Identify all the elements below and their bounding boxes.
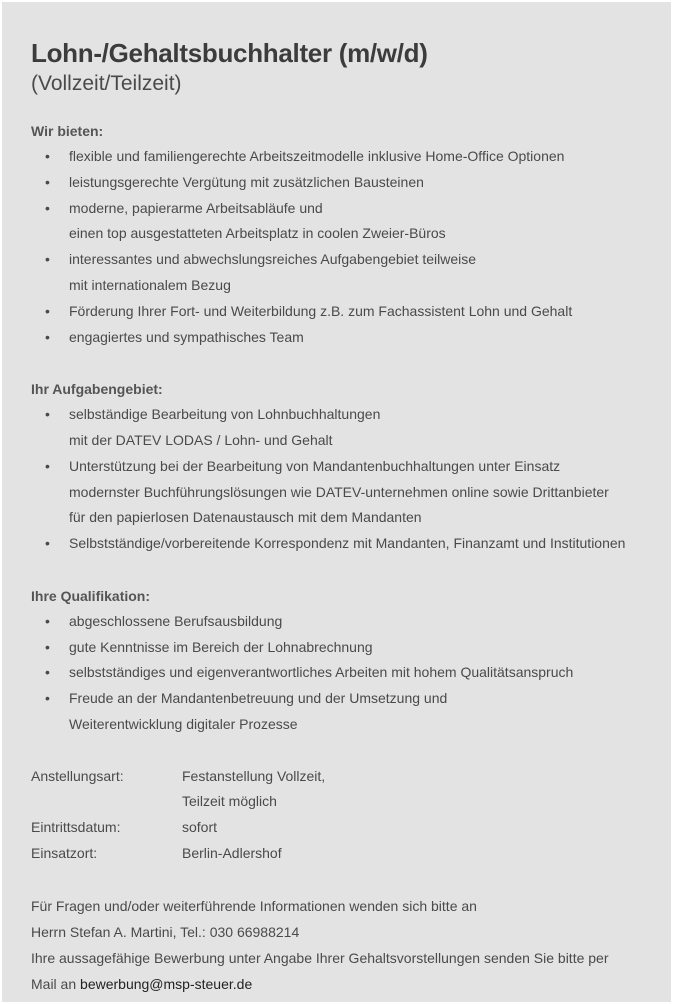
tasks-heading: Ihr Aufgabengebiet: [31, 381, 163, 398]
list-item [31, 325, 671, 351]
bullet-icon: • [45, 199, 50, 216]
list-item-text: Weiterentwicklung digitaler Prozesse [69, 715, 298, 732]
contact-line-2: Herrn Stefan A. Martini, Tel.: 030 66988214 [31, 923, 300, 940]
job-subtitle: (Vollzeit/Teilzeit) [31, 72, 182, 95]
contact-section [31, 893, 671, 997]
qualification-heading: Ihre Qualifikation: [31, 587, 151, 604]
list-item [31, 144, 671, 170]
list-item-text: Förderung Ihrer Fort- und Weiterbildung z.B. zum Fachassistent Lohn und Gehalt [69, 302, 573, 319]
list-item [31, 660, 671, 686]
bullet-icon: • [45, 638, 50, 655]
employment-type-label: Anstellungsart: [31, 767, 124, 784]
employment-type-value-2: Teilzeit möglich [182, 793, 277, 810]
list-item-text: flexible und familiengerechte Arbeitszeitmodelle inklusive Home-Office Optionen [69, 148, 565, 164]
offer-list [31, 144, 671, 350]
contact-line-4 [31, 971, 671, 997]
employment-type-row [31, 764, 671, 790]
bullet-icon: • [45, 328, 50, 345]
list-item [31, 299, 671, 325]
list-item [31, 454, 671, 531]
list-item [31, 196, 671, 248]
list-item [31, 686, 671, 738]
start-date-label: Eintrittsdatum: [31, 819, 121, 836]
job-posting-card [2, 2, 671, 1002]
spacer [31, 738, 671, 764]
list-item-text: Unterstützung bei der Bearbeitung von Mandantenbuchhaltungen unter Einsatz [69, 457, 561, 474]
bullet-icon: • [45, 173, 50, 190]
list-item-text: abgeschlossene Berufsausbildung [69, 612, 283, 629]
list-item-text: mit der DATEV LODAS / Lohn- und Gehalt [69, 431, 333, 448]
list-item-text: Selbstständige/vorbereitende Korrespondenz mit Mandanten, Finanzamt und Institutionen [69, 535, 626, 552]
location-label: Einsatzort: [31, 844, 98, 861]
contact-line-1: Für Fragen und/oder weiterführende Informationen wenden sich bitte an [31, 897, 477, 914]
offer-heading: Wir bieten: [31, 123, 104, 139]
list-item-text: leistungsgerechte Vergütung mit zusätzlichen Bausteinen [69, 173, 424, 190]
job-title: Lohn-/Gehaltsbuchhalter (m/w/d) [31, 38, 428, 68]
list-item-text: selbständige Bearbeitung von Lohnbuchhaltungen [69, 406, 381, 423]
start-date-value: sofort [182, 819, 218, 836]
list-item-text: engagiertes und sympathisches Team [69, 328, 304, 345]
list-item-text: modernster Buchführungslösungen wie DATEV-unternehmen online sowie Drittanbieter [69, 483, 609, 500]
list-item-text: gute Kenntnisse im Bereich der Lohnabrechnung [69, 638, 373, 655]
list-item-text: moderne, papierarme Arbeitsabläufe und [69, 199, 323, 216]
contact-mail-prefix: Mail an [31, 975, 81, 992]
bullet-icon: • [45, 690, 50, 707]
bullet-icon: • [45, 535, 50, 552]
contact-line-3: Ihre aussagefähige Bewerbung unter Angabe Ihrer Gehaltsvorstellungen senden Sie bitte per [31, 949, 609, 966]
location-row [31, 841, 671, 867]
list-item-text: für den papierlosen Datenaustausch mit dem Mandanten [69, 509, 422, 526]
list-item-text: interessantes und abwechslungsreiches Aufgabengebiet teilweise [69, 251, 477, 268]
bullet-icon: • [45, 406, 50, 423]
spacer [31, 557, 671, 583]
bullet-icon: • [45, 612, 50, 629]
bullet-icon: • [45, 457, 50, 474]
list-item-text: einen top ausgestatteten Arbeitsplatz in coolen Zweier-Büros [69, 225, 446, 242]
list-item [31, 247, 671, 299]
bullet-icon: • [45, 251, 50, 268]
list-item [31, 609, 671, 635]
list-item-text: mit internationalem Bezug [69, 276, 231, 293]
list-item-text: Freude an der Mandantenbetreuung und der Umsetzung und [69, 690, 448, 707]
employment-type-value: Festanstellung Vollzeit, [182, 767, 326, 784]
bullet-icon: • [45, 148, 50, 164]
bullet-icon: • [45, 664, 50, 681]
list-item [31, 402, 671, 454]
spacer [31, 350, 671, 376]
list-item [31, 170, 671, 196]
spacer [31, 867, 671, 893]
location-value: Berlin-Adlershof [182, 844, 282, 861]
qualification-list [31, 609, 671, 738]
list-item [31, 635, 671, 661]
list-item [31, 531, 671, 557]
bullet-icon: • [45, 302, 50, 319]
list-item-text: selbstständiges und eigenverantwortliches Arbeiten mit hohem Qualitätsanspruch [69, 664, 574, 681]
email-link[interactable]: bewerbung@msp-steuer.de [80, 975, 253, 992]
start-date-row [31, 815, 671, 841]
employment-type-row-2 [31, 789, 671, 815]
tasks-list [31, 402, 671, 557]
